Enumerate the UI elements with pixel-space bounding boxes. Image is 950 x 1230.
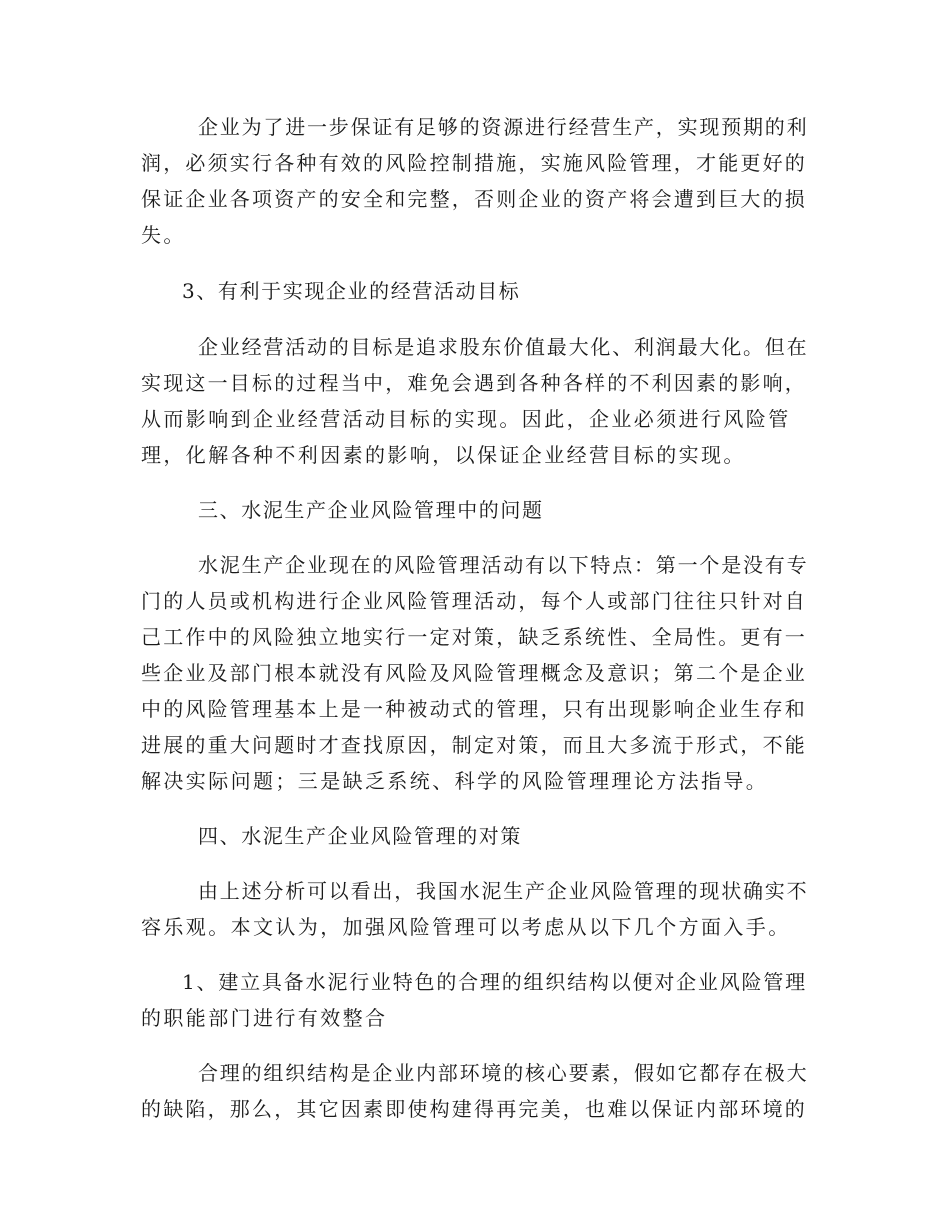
paragraph-line: 己工作中的风险独立地实行一定对策，缺乏系统性、全局性。更有一 (141, 625, 807, 649)
subsection-heading: 1、建立具备水泥行业特色的合理的组织结构以便对企业风险管理 (182, 970, 807, 994)
paragraph-line: 实现这一目标的过程当中，难免会遇到各种各样的不利因素的影响， (141, 371, 807, 395)
paragraph-line: 由上述分析可以看出，我国水泥生产企业风险管理的现状确实不 (198, 879, 809, 903)
section-heading: 四、水泥生产企业风险管理的对策 (198, 824, 522, 848)
paragraph-line: 从而影响到企业经营活动目标的实现。因此，企业必须进行风险管 (141, 407, 791, 431)
paragraph-line: 润，必须实行各种有效的风险控制措施，实施风险管理，才能更好的 (141, 151, 807, 175)
paragraph-line: 企业经营活动的目标是追求股东价值最大化、利润最大化。但在 (198, 335, 809, 359)
paragraph-line: 理，化解各种不利因素的影响，以保证企业经营目标的实现。 (141, 443, 746, 467)
paragraph-line: 容乐观。本文认为，加强风险管理可以考虑从以下几个方面入手。 (141, 915, 791, 939)
paragraph-line: 合理的组织结构是企业内部环境的核心要素，假如它都存在极大 (198, 1061, 809, 1085)
paragraph-line: 水泥生产企业现在的风险管理活动有以下特点：第一个是没有专 (198, 553, 809, 577)
paragraph-line: 企业为了进一步保证有足够的资源进行经营生产，实现预期的利 (198, 115, 809, 139)
subsection-heading: 的职能部门进行有效整合 (141, 1006, 388, 1030)
paragraph-line: 失。 (141, 223, 186, 247)
paragraph-line: 的缺陷，那么，其它因素即使构建得再完美，也难以保证内部环境的 (141, 1097, 807, 1121)
section-heading: 三、水泥生产企业风险管理中的问题 (198, 498, 544, 522)
paragraph-line: 门的人员或机构进行企业风险管理活动，每个人或部门往往只针对自 (141, 589, 807, 613)
paragraph-line: 解决实际问题；三是缺乏系统、科学的风险管理理论方法指导。 (141, 769, 769, 793)
section-heading: 3、有利于实现企业的经营活动目标 (182, 279, 521, 303)
paragraph-line: 进展的重大问题时才查找原因，制定对策，而且大多流于形式，不能 (141, 733, 807, 757)
paragraph-line: 些企业及部门根本就没有风险及风险管理概念及意识；第二个是企业 (141, 661, 807, 685)
paragraph-line: 保证企业各项资产的安全和完整，否则企业的资产将会遭到巨大的损 (141, 187, 807, 211)
paragraph-line: 中的风险管理基本上是一种被动式的管理，只有出现影响企业生存和 (141, 697, 807, 721)
